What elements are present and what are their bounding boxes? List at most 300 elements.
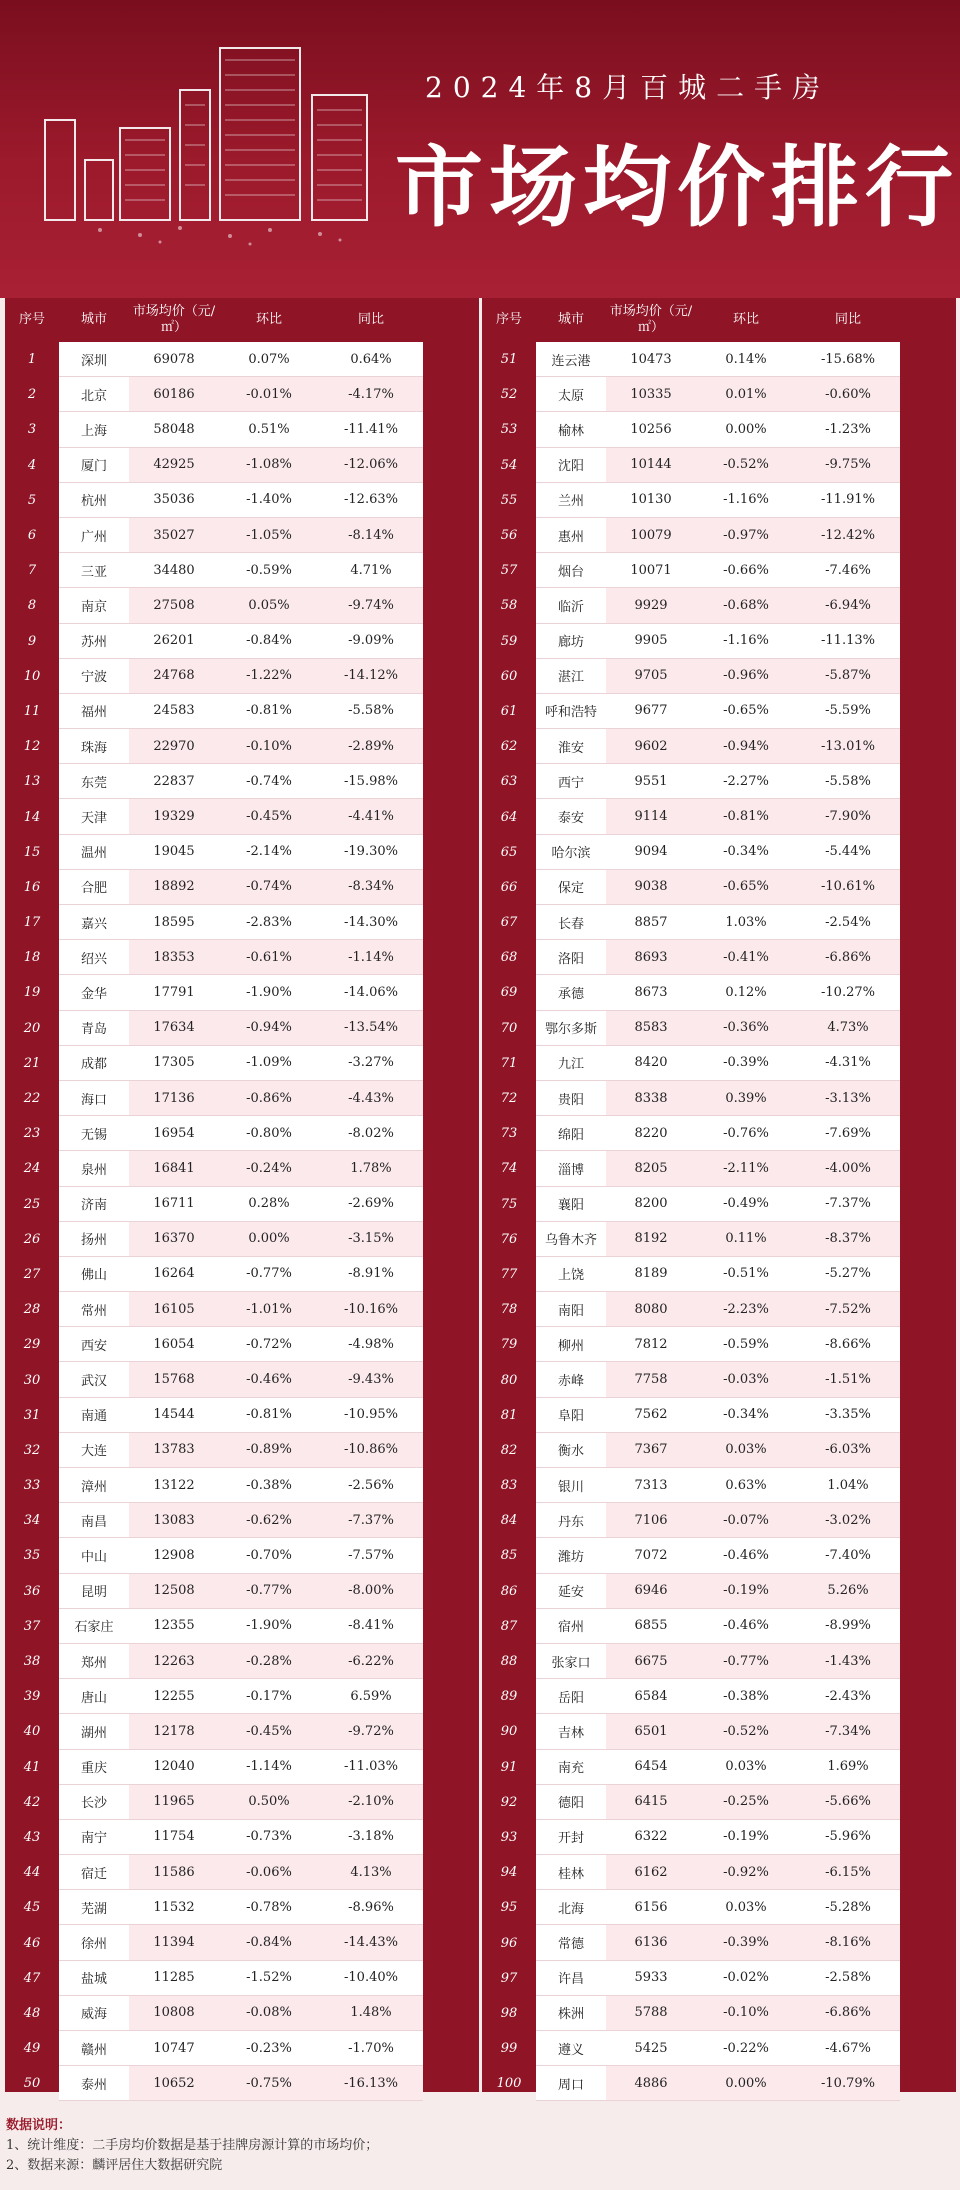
- price-cell: 16841: [153, 1160, 195, 1176]
- value-cells: [606, 448, 900, 483]
- rank-cell: 40: [23, 1724, 41, 1740]
- price-cell: 26201: [153, 633, 195, 649]
- mom-cell: -1.22%: [246, 668, 292, 684]
- table-row: [5, 377, 479, 412]
- table-row: [482, 1574, 956, 1609]
- rank-cell: 87: [500, 1618, 518, 1634]
- mom-cell: -0.24%: [246, 1160, 292, 1176]
- yoy-cell: -5.59%: [825, 703, 871, 719]
- rank-cell: 20: [23, 1020, 41, 1036]
- price-cell: 5425: [634, 2040, 668, 2056]
- mom-cell: -0.74%: [246, 773, 292, 789]
- mom-cell: -0.51%: [723, 1266, 769, 1282]
- city-cell: 哈尔滨: [536, 835, 606, 870]
- value-cells: [606, 1187, 900, 1222]
- value-cells: [129, 1996, 423, 2031]
- table-row: [5, 835, 479, 870]
- value-cells: [606, 377, 900, 412]
- mom-cell: -0.46%: [723, 1547, 769, 1563]
- rank-cell: 26: [23, 1231, 41, 1247]
- price-cell: 22970: [153, 738, 195, 754]
- yoy-cell: -6.15%: [825, 1864, 871, 1880]
- city-cell: 宿州: [536, 1609, 606, 1644]
- yoy-cell: 0.64%: [350, 351, 392, 367]
- rank-cell: 86: [500, 1583, 518, 1599]
- yoy-cell: -2.54%: [825, 914, 871, 930]
- header-rank: 序号: [18, 312, 45, 327]
- table-row: [5, 1116, 479, 1151]
- mom-cell: -0.08%: [246, 2005, 292, 2021]
- value-cells: [129, 1327, 423, 1362]
- city-cell: 西安: [59, 1327, 129, 1362]
- value-cells: [606, 342, 900, 377]
- city-cell: 榆林: [536, 412, 606, 447]
- yoy-cell: -6.22%: [348, 1653, 394, 1669]
- yoy-cell: -10.79%: [821, 2075, 875, 2091]
- note-1: 1、统计维度：二手房均价数据是基于挂牌房源计算的市场均价；: [6, 2138, 379, 2153]
- mom-cell: -0.52%: [723, 1723, 769, 1739]
- price-cell: 10473: [630, 351, 672, 367]
- rank-cell: 31: [23, 1407, 41, 1423]
- rank-cell: 35: [23, 1548, 41, 1564]
- yoy-cell: -3.27%: [348, 1055, 394, 1071]
- ranking-table-right: [482, 298, 956, 2092]
- mom-cell: -0.19%: [723, 1583, 769, 1599]
- rank-cell: 21: [23, 1055, 41, 1071]
- yoy-cell: 1.69%: [827, 1759, 869, 1775]
- value-cells: [606, 975, 900, 1010]
- price-cell: 12255: [153, 1688, 195, 1704]
- mom-cell: -0.70%: [246, 1547, 292, 1563]
- yoy-cell: 4.71%: [350, 562, 392, 578]
- price-cell: 42925: [153, 457, 195, 473]
- rank-cell: 83: [500, 1478, 518, 1494]
- value-cells: [606, 1468, 900, 1503]
- value-cells: [129, 1925, 423, 1960]
- mom-cell: -0.62%: [246, 1512, 292, 1528]
- yoy-cell: 1.48%: [350, 2005, 392, 2021]
- city-cell: 济南: [59, 1187, 129, 1222]
- yoy-cell: -5.58%: [825, 773, 871, 789]
- mom-cell: -1.09%: [246, 1055, 292, 1071]
- page-title: 市场均价排行: [395, 135, 960, 239]
- value-cells: [606, 1503, 900, 1538]
- price-cell: 8192: [634, 1231, 668, 1247]
- price-cell: 9038: [634, 879, 668, 895]
- table-row: [5, 975, 479, 1010]
- table-row: [482, 1609, 956, 1644]
- price-cell: 10335: [630, 386, 672, 402]
- price-cell: 13122: [153, 1477, 195, 1493]
- value-cells: [129, 1151, 423, 1186]
- mom-cell: 0.11%: [725, 1231, 767, 1247]
- table-row: [482, 1433, 956, 1468]
- city-cell: 上饶: [536, 1257, 606, 1292]
- price-cell: 10652: [153, 2075, 195, 2091]
- value-cells: [129, 1785, 423, 1820]
- mom-cell: -0.66%: [723, 562, 769, 578]
- rank-cell: 34: [23, 1513, 41, 1529]
- rank-cell: 5: [27, 492, 37, 508]
- value-cells: [129, 659, 423, 694]
- rank-cell: 84: [500, 1513, 518, 1529]
- table-row: [5, 448, 479, 483]
- city-cell: 福州: [59, 694, 129, 729]
- table-row: [5, 1820, 479, 1855]
- table-row: [482, 1925, 956, 1960]
- mom-cell: -0.49%: [723, 1196, 769, 1212]
- city-cell: 天津: [59, 799, 129, 834]
- table-row: [5, 1433, 479, 1468]
- yoy-cell: -9.74%: [348, 597, 394, 613]
- rank-cell: 44: [23, 1865, 41, 1881]
- city-cell: 西宁: [536, 764, 606, 799]
- table-row: [482, 588, 956, 623]
- yoy-cell: -8.02%: [348, 1125, 394, 1141]
- city-cell: 漳州: [59, 1468, 129, 1503]
- rank-cell: 82: [500, 1442, 518, 1458]
- mom-cell: 0.50%: [248, 1794, 290, 1810]
- mom-cell: -0.45%: [246, 1723, 292, 1739]
- mom-cell: -0.73%: [246, 1829, 292, 1845]
- rank-cell: 22: [23, 1091, 41, 1107]
- city-cell: 宁波: [59, 659, 129, 694]
- price-cell: 6501: [634, 1723, 668, 1739]
- mom-cell: 0.00%: [248, 1231, 290, 1247]
- city-cell: 佛山: [59, 1257, 129, 1292]
- value-cells: [129, 1187, 423, 1222]
- yoy-cell: -10.16%: [344, 1301, 398, 1317]
- rank-cell: 46: [23, 1935, 41, 1951]
- mom-cell: -0.45%: [246, 809, 292, 825]
- city-cell: 郑州: [59, 1644, 129, 1679]
- table-header: [5, 298, 479, 342]
- price-cell: 12355: [153, 1618, 195, 1634]
- mom-cell: 0.01%: [725, 386, 767, 402]
- price-cell: 8420: [634, 1055, 668, 1071]
- value-cells: [606, 905, 900, 940]
- table-row: [5, 905, 479, 940]
- price-cell: 19045: [153, 844, 195, 860]
- city-cell: 合肥: [59, 870, 129, 905]
- city-cell: 苏州: [59, 624, 129, 659]
- value-cells: [129, 1714, 423, 1749]
- city-cell: 开封: [536, 1820, 606, 1855]
- price-cell: 16954: [153, 1125, 195, 1141]
- mom-cell: -0.81%: [723, 809, 769, 825]
- rank-cell: 76: [500, 1231, 518, 1247]
- city-cell: 德阳: [536, 1785, 606, 1820]
- rank-cell: 10: [23, 668, 41, 684]
- city-cell: 成都: [59, 1046, 129, 1081]
- rank-cell: 19: [23, 985, 41, 1001]
- value-cells: [606, 518, 900, 553]
- yoy-cell: -7.37%: [348, 1512, 394, 1528]
- table-row: [482, 1398, 956, 1433]
- price-cell: 10130: [630, 492, 672, 508]
- price-cell: 12040: [153, 1759, 195, 1775]
- rank-cell: 89: [500, 1689, 518, 1705]
- mom-cell: -0.34%: [723, 844, 769, 860]
- yoy-cell: -5.27%: [825, 1266, 871, 1282]
- rank-cell: 78: [500, 1302, 518, 1318]
- mom-cell: -0.80%: [246, 1125, 292, 1141]
- city-cell: 厦门: [59, 448, 129, 483]
- price-cell: 14544: [153, 1407, 195, 1423]
- yoy-cell: -5.28%: [825, 1899, 871, 1915]
- value-cells: [129, 1468, 423, 1503]
- table-row: [5, 412, 479, 447]
- table-row: [5, 1081, 479, 1116]
- mom-cell: -2.11%: [723, 1160, 769, 1176]
- rank-cell: 8: [27, 598, 37, 614]
- city-cell: 保定: [536, 870, 606, 905]
- mom-cell: -0.77%: [246, 1266, 292, 1282]
- rank-cell: 42: [23, 1794, 41, 1810]
- value-cells: [129, 412, 423, 447]
- yoy-cell: -11.41%: [344, 421, 398, 437]
- rank-cell: 36: [23, 1583, 41, 1599]
- price-cell: 6675: [634, 1653, 668, 1669]
- rank-cell: 73: [500, 1126, 518, 1142]
- yoy-cell: -4.31%: [825, 1055, 871, 1071]
- city-cell: 周口: [536, 2066, 606, 2101]
- yoy-cell: -2.56%: [348, 1477, 394, 1493]
- yoy-cell: -8.66%: [825, 1336, 871, 1352]
- rank-cell: 41: [23, 1759, 41, 1775]
- city-cell: 芜湖: [59, 1890, 129, 1925]
- price-cell: 9114: [634, 809, 668, 825]
- table-row: [482, 1714, 956, 1749]
- rank-cell: 24: [23, 1161, 41, 1177]
- mom-cell: -0.96%: [723, 668, 769, 684]
- price-cell: 11586: [153, 1864, 195, 1880]
- table-row: [5, 1222, 479, 1257]
- notes-title: 数据说明：: [6, 2118, 72, 2133]
- yoy-cell: -15.68%: [821, 351, 875, 367]
- rank-cell: 70: [500, 1020, 518, 1036]
- city-cell: 太原: [536, 377, 606, 412]
- value-cells: [129, 1855, 423, 1890]
- yoy-cell: -9.75%: [825, 457, 871, 473]
- value-cells: [129, 1116, 423, 1151]
- city-cell: 许昌: [536, 1961, 606, 1996]
- price-cell: 35027: [153, 527, 195, 543]
- table-row: [482, 1011, 956, 1046]
- price-cell: 7313: [634, 1477, 668, 1493]
- yoy-cell: -7.69%: [825, 1125, 871, 1141]
- mom-cell: 0.00%: [725, 2075, 767, 2091]
- mom-cell: 0.63%: [725, 1477, 767, 1493]
- city-cell: 南充: [536, 1750, 606, 1785]
- city-cell: 九江: [536, 1046, 606, 1081]
- value-cells: [606, 1609, 900, 1644]
- value-cells: [129, 764, 423, 799]
- price-cell: 58048: [153, 421, 195, 437]
- mom-cell: -1.16%: [723, 492, 769, 508]
- mom-cell: -2.27%: [723, 773, 769, 789]
- city-cell: 承德: [536, 975, 606, 1010]
- mom-cell: -0.81%: [246, 703, 292, 719]
- price-cell: 18353: [153, 949, 195, 965]
- rank-cell: 39: [23, 1689, 41, 1705]
- table-row: [482, 377, 956, 412]
- yoy-cell: -5.87%: [825, 668, 871, 684]
- mom-cell: -0.84%: [246, 633, 292, 649]
- price-cell: 8220: [634, 1125, 668, 1141]
- yoy-cell: -7.46%: [825, 562, 871, 578]
- table-row: [482, 1961, 956, 1996]
- rank-cell: 29: [23, 1337, 41, 1353]
- mom-cell: -0.22%: [723, 2040, 769, 2056]
- rank-cell: 55: [500, 492, 518, 508]
- value-cells: [606, 1011, 900, 1046]
- rank-cell: 30: [23, 1372, 41, 1388]
- value-cells: [129, 694, 423, 729]
- table-row: [5, 483, 479, 518]
- price-cell: 6136: [634, 1935, 668, 1951]
- mom-cell: -0.46%: [723, 1618, 769, 1634]
- price-cell: 24768: [153, 668, 195, 684]
- city-cell: 东莞: [59, 764, 129, 799]
- price-cell: 7072: [634, 1547, 668, 1563]
- city-cell: 株洲: [536, 1996, 606, 2031]
- table-row: [482, 1750, 956, 1785]
- price-cell: 17305: [153, 1055, 195, 1071]
- table-row: [5, 1890, 479, 1925]
- rank-cell: 17: [23, 915, 41, 931]
- value-cells: [606, 553, 900, 588]
- table-row: [482, 483, 956, 518]
- city-cell: 长沙: [59, 1785, 129, 1820]
- value-cells: [129, 1574, 423, 1609]
- table-row: [5, 764, 479, 799]
- yoy-cell: -0.60%: [825, 386, 871, 402]
- value-cells: [606, 1961, 900, 1996]
- table-row: [482, 624, 956, 659]
- value-cells: [606, 940, 900, 975]
- yoy-cell: -7.57%: [348, 1547, 394, 1563]
- mom-cell: -1.90%: [246, 984, 292, 1000]
- mom-cell: -0.17%: [246, 1688, 292, 1704]
- yoy-cell: 1.04%: [827, 1477, 869, 1493]
- value-cells: [606, 1398, 900, 1433]
- header-mom: 环比: [255, 312, 282, 327]
- rank-cell: 75: [500, 1196, 518, 1212]
- building-skyline-icon: [30, 40, 390, 250]
- yoy-cell: -3.15%: [348, 1231, 394, 1247]
- price-cell: 17791: [153, 984, 195, 1000]
- city-cell: 唐山: [59, 1679, 129, 1714]
- city-cell: 遵义: [536, 2031, 606, 2066]
- city-cell: 呼和浩特: [536, 694, 606, 729]
- mom-cell: -0.23%: [246, 2040, 292, 2056]
- yoy-cell: -4.17%: [348, 386, 394, 402]
- yoy-cell: -4.98%: [348, 1336, 394, 1352]
- yoy-cell: -7.90%: [825, 809, 871, 825]
- rank-cell: 23: [23, 1126, 41, 1142]
- table-row: [482, 342, 956, 377]
- city-cell: 临沂: [536, 588, 606, 623]
- header-mom: 环比: [732, 312, 759, 327]
- price-cell: 6946: [634, 1583, 668, 1599]
- table-row: [5, 1996, 479, 2031]
- yoy-cell: -1.43%: [825, 1653, 871, 1669]
- table-row: [5, 659, 479, 694]
- price-cell: 9094: [634, 844, 668, 860]
- city-cell: 石家庄: [59, 1609, 129, 1644]
- city-cell: 泉州: [59, 1151, 129, 1186]
- mom-cell: 0.03%: [725, 1759, 767, 1775]
- value-cells: [129, 1046, 423, 1081]
- rank-cell: 100: [496, 2076, 522, 2092]
- value-cells: [606, 1925, 900, 1960]
- value-cells: [606, 694, 900, 729]
- price-cell: 16264: [153, 1266, 195, 1282]
- rank-cell: 72: [500, 1091, 518, 1107]
- yoy-cell: -10.95%: [344, 1407, 398, 1423]
- value-cells: [129, 377, 423, 412]
- city-cell: 三亚: [59, 553, 129, 588]
- table-row: [5, 1398, 479, 1433]
- table-row: [482, 835, 956, 870]
- mom-cell: 0.03%: [725, 1442, 767, 1458]
- yoy-cell: -10.86%: [344, 1442, 398, 1458]
- mom-cell: -0.36%: [723, 1020, 769, 1036]
- table-body: [5, 342, 479, 2101]
- rank-cell: 52: [500, 387, 518, 403]
- table-row: [5, 2031, 479, 2066]
- value-cells: [129, 1433, 423, 1468]
- rank-cell: 56: [500, 528, 518, 544]
- city-cell: 衡水: [536, 1433, 606, 1468]
- mom-cell: -0.94%: [246, 1020, 292, 1036]
- rank-cell: 59: [500, 633, 518, 649]
- city-cell: 广州: [59, 518, 129, 553]
- table-body: [482, 342, 956, 2101]
- price-cell: 7562: [634, 1407, 668, 1423]
- price-cell: 10144: [630, 457, 672, 473]
- table-row: [482, 412, 956, 447]
- mom-cell: -0.39%: [723, 1935, 769, 1951]
- city-cell: 徐州: [59, 1925, 129, 1960]
- table-row: [5, 1257, 479, 1292]
- value-cells: [606, 1081, 900, 1116]
- rank-cell: 85: [500, 1548, 518, 1564]
- price-cell: 12508: [153, 1583, 195, 1599]
- city-cell: 张家口: [536, 1644, 606, 1679]
- value-cells: [606, 1714, 900, 1749]
- rank-cell: 27: [23, 1266, 41, 1282]
- table-row: [482, 729, 956, 764]
- price-cell: 6415: [634, 1794, 668, 1810]
- yoy-cell: -11.91%: [821, 492, 875, 508]
- mom-cell: -0.76%: [723, 1125, 769, 1141]
- value-cells: [606, 1046, 900, 1081]
- table-row: [5, 870, 479, 905]
- rank-cell: 51: [500, 352, 518, 368]
- city-cell: 鄂尔多斯: [536, 1011, 606, 1046]
- value-cells: [129, 729, 423, 764]
- value-cells: [606, 729, 900, 764]
- mom-cell: -0.81%: [246, 1407, 292, 1423]
- mom-cell: 0.28%: [248, 1196, 290, 1212]
- yoy-cell: -12.42%: [821, 527, 875, 543]
- city-cell: 吉林: [536, 1714, 606, 1749]
- yoy-cell: -5.66%: [825, 1794, 871, 1810]
- city-cell: 珠海: [59, 729, 129, 764]
- price-cell: 4886: [634, 2075, 668, 2091]
